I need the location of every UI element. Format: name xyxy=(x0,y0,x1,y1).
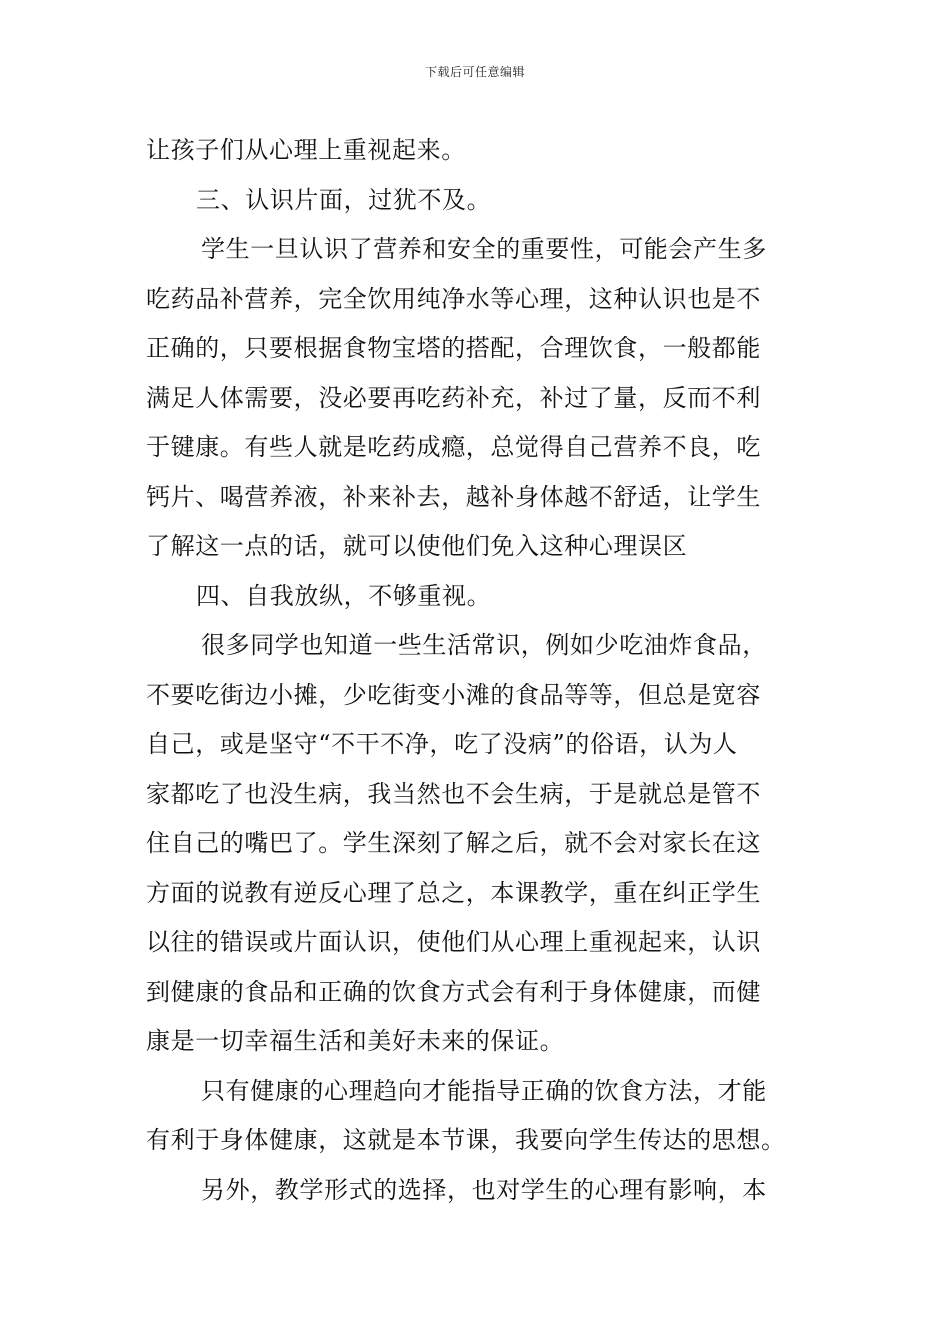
text-line: 了解这一点的话，就可以使他们免入这种心理误区 xyxy=(146,532,688,560)
paragraph-start: 只有健康的心理趋向才能指导正确的饮食方法，才能 xyxy=(201,1076,767,1105)
text-line: 到健康的食品和正确的饮食方式会有利于身体健康，而健 xyxy=(146,977,761,1006)
section-heading-4: 四、自我放纵，不够重视。 xyxy=(196,581,492,610)
document-body xyxy=(146,126,808,1215)
text-line: 吃药品补营养，完全饮用纯净水等心理，这种认识也是不 xyxy=(146,284,761,313)
text-line: 于键康。有些人就是吃药成瘾，总觉得自己营养不良，吃 xyxy=(146,433,761,461)
text-line: 住自己的嘴巴了。学生深刻了解之后，就不会对家长在这 xyxy=(146,829,761,857)
paragraph-start: 另外，教学形式的选择，也对学生的心理有影响，本 xyxy=(201,1175,767,1204)
text-line: 有利于身体健康，这就是本节课，我要向学生传达的思想。 xyxy=(146,1126,786,1154)
text-line: 家都吃了也没生病，我当然也不会生病，于是就总是管不 xyxy=(146,779,761,808)
text-line: 不要吃街边小摊，少吃街变小滩的食品等等，但总是宽容 xyxy=(146,680,761,709)
text-line: 以往的错误或片面认识，使他们从心理上重视起来，认识 xyxy=(146,928,761,956)
text-line: 让孩子们从心理上重视起来。 xyxy=(146,136,466,164)
section-heading-3: 三、认识片面，过犹不及。 xyxy=(196,185,492,214)
paragraph-start: 学生一旦认识了营养和安全的重要性，可能会产生多 xyxy=(201,235,767,263)
paragraph-start: 很多同学也知道一些生活常识，例如少吃油炸食品， xyxy=(201,631,767,659)
page-header: 下载后可任意编辑 xyxy=(424,65,525,79)
text-line: 钙片、喝营养液，补来补去，越补身体越不舒适，让学生 xyxy=(146,482,761,511)
text-line: 自己，或是坚守“不干不净，吃了没病”的俗语，认为人 xyxy=(146,730,738,758)
text-line: 方面的说教有逆反心理了总之，本课教学，重在纠正学生 xyxy=(146,878,761,907)
text-line: 康是一切幸福生活和美好未来的保证。 xyxy=(146,1027,565,1055)
text-line: 满足人体需要，没必要再吃药补充，补过了量，反而不利 xyxy=(146,383,761,412)
text-line: 正确的，只要根据食物宝塔的搭配，合理饮食，一般都能 xyxy=(146,334,761,362)
